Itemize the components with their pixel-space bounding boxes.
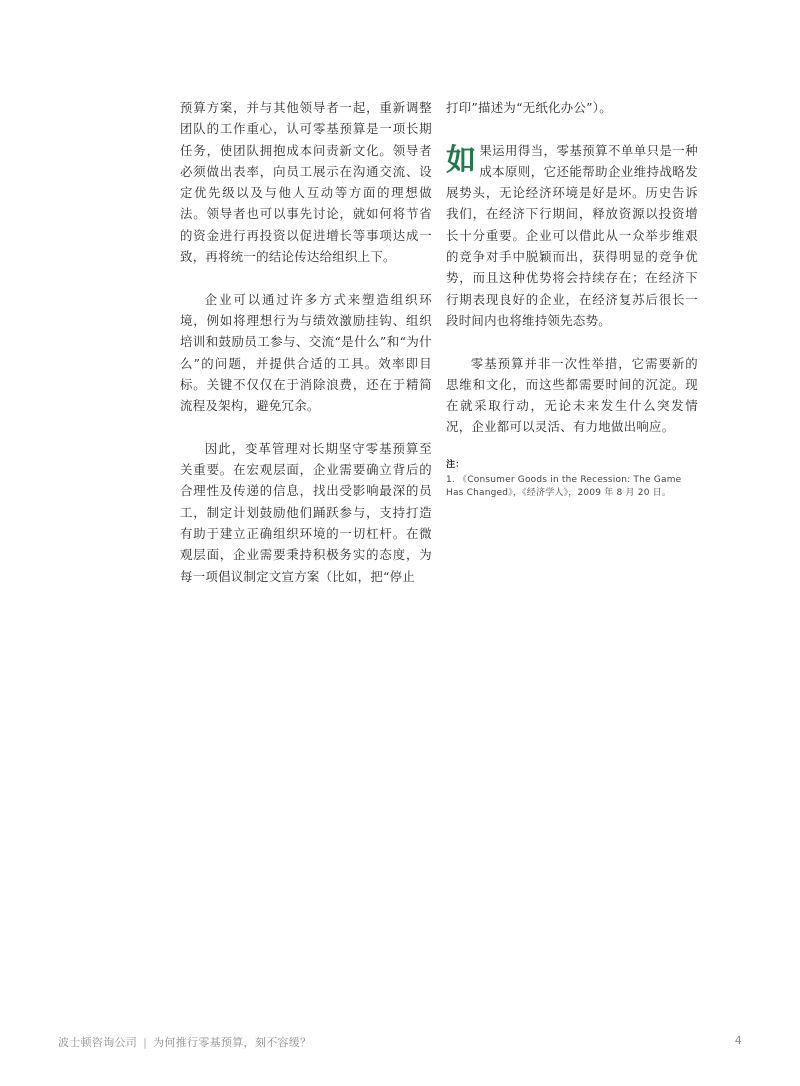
footer-title: 为何推行零基预算，刻不容缓？ [153, 1036, 312, 1049]
left-paragraph-2: 企业可以通过许多方式来塑造组织环境，例如将理想行为与绩效激励挂钩、组织培训和鼓励员工参与、交流“是什么”和“为什么”的问题，并提供合适的工具。效率即目标。关键不仅仅在于消除浪费，还在于精简流程及架构，避免冗余。 [180, 291, 432, 414]
right-paragraph-3: 零基预算并非一次性举措，它需要新的思维和文化，而这些都需要时间的沉淀。现在就采取行动，无论未来发生什么突发情况，企业都可以灵活、有力地做出响应。 [446, 355, 698, 435]
page-number: 4 [734, 1034, 742, 1047]
footer-separator: | [143, 1036, 148, 1049]
footnotes-title: 注： [446, 460, 465, 471]
left-paragraph-1: 预算方案，并与其他领导者一起，重新调整团队的工作重心，认可零基预算是一项长期任务，使团队拥抱成本问责新文化。领导者必须做出表率，向员工展示在沟通交流、设定优先级以及与他人互动等方面的理想做法。领导者也可以事先讨论，就如何将节省的资金进行再投资以促进增长等事项达成一致，再将统一的结论传达给组织上下。 [180, 100, 432, 265]
right-paragraph-1: 打印”描述为“无纸化办公”）。 [446, 100, 612, 115]
page-footer [58, 1034, 742, 1050]
left-column [180, 97, 432, 608]
footnote-1: 1. 《Consumer Goods in the Recession: The Game Has Changed》，《经济学人》，2009 年 8 月 20 日。 [446, 475, 682, 499]
right-column [446, 97, 698, 500]
footer-company: 波士顿咨询公司 [58, 1036, 138, 1049]
left-paragraph-3: 因此，变革管理对长期坚守零基预算至关重要。在宏观层面，企业需要确立背后的合理性及传递的信息，找出受影响最深的员工，制定计划鼓励他们踊跃参与，支持打造有助于建立正确组织环境的一切杠杆。在微观层面，企业需要秉持积极务实的态度，为每一项倡议制定文宣方案（比如，把“停止 [180, 440, 432, 584]
right-paragraph-2-text: 果运用得当，零基预算不单单只是一种成本原则，它还能帮助企业维持战略发展势头，无论经济环境是好是坏。历史告诉我们，在经济下行期间，释放资源以投资增长十分重要。企业可以借此从一众举步维艰的竞争对手中脱颖而出，获得明显的竞争优势，而且这种优势将会持续存在；在经济下行期表现良好的企业，在经济复苏后很长一段时间内也将维持领先态势。 [446, 142, 698, 328]
footnotes [446, 459, 698, 500]
drop-cap: 如 [446, 142, 477, 178]
right-paragraph-2 [446, 140, 698, 332]
